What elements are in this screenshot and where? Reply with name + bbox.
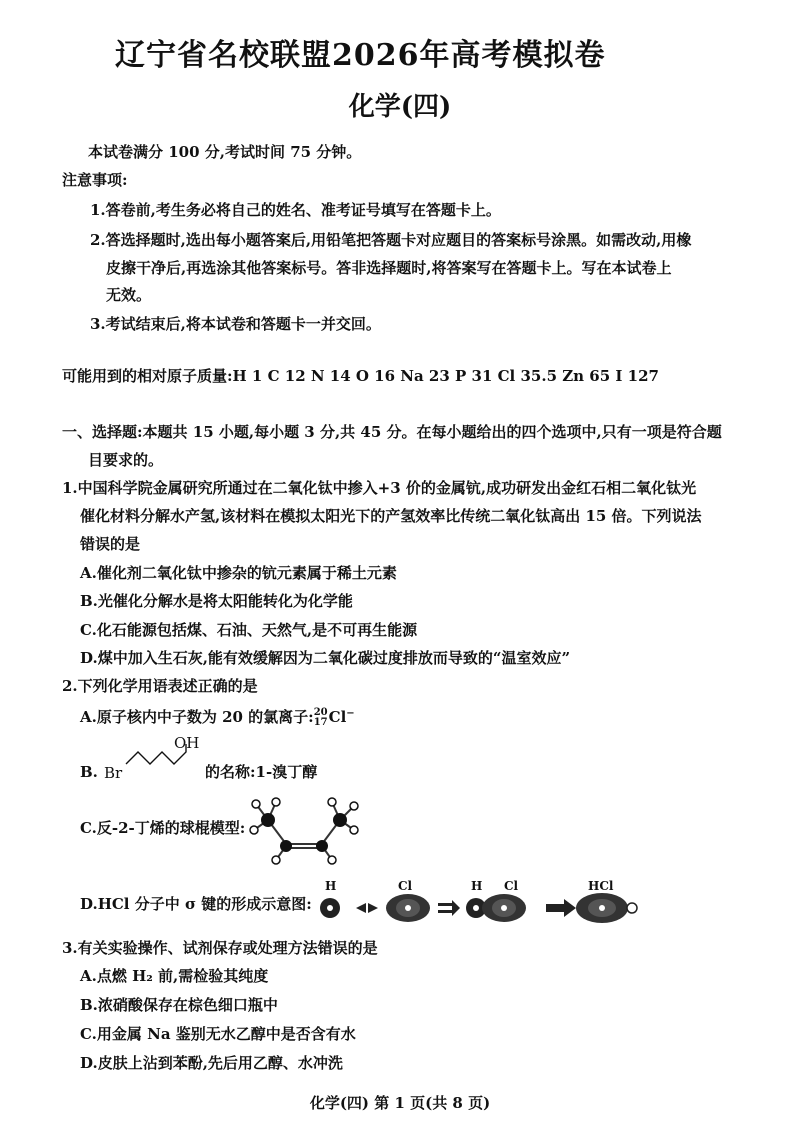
q1-option-d: D.煤中加入生石灰,能有效缓解因为二氧化碳过度排放而导致的“温室效应”: [80, 649, 571, 667]
atomic-number: 17: [313, 717, 328, 728]
q1-stem-3: 错误的是: [80, 535, 141, 553]
exam-subtitle: 化学(四): [348, 92, 452, 122]
intro-text: 本试卷满分 100 分,考试时间 75 分钟。: [88, 143, 362, 161]
notice-item-2: 2.答选择题时,选出每小题答案后,用铅笔把答题卡对应题目的答案标号涂黑。如需改动,用橡: [90, 231, 692, 249]
q3-option-d: D.皮肤上沾到苯酚,先后用乙醇、水冲洗: [80, 1054, 343, 1072]
label-hcl: HCl: [588, 879, 614, 893]
q2-option-d: D.HCl 分子中 σ 键的形成示意图:: [80, 895, 312, 913]
q2-option-a: [80, 704, 355, 728]
q1-option-c: C.化石能源包括煤、石油、天然气,是不可再生能源: [80, 621, 418, 639]
q3-option-a: A.点燃 H₂ 前,需检验其纯度: [80, 967, 269, 985]
label-h-1: H: [325, 879, 337, 893]
q3-stem: 3.有关实验操作、试剂保存或处理方法错误的是: [62, 939, 378, 957]
q2-option-a-text: A.原子核内中子数为 20 的氯离子:: [80, 708, 314, 726]
notice-heading: 注意事项:: [62, 171, 128, 189]
mass-number: 20: [313, 707, 328, 718]
q1-stem-2: 催化材料分解水产氢,该材料在模拟太阳光下的产氢效率比传统二氧化钛高出 15 倍。下列说法: [80, 507, 702, 525]
sigma-bond-formation-diagram: [310, 890, 640, 926]
nuclide-notation: [314, 708, 328, 728]
q1-option-a: A.催化剂二氧化钛中掺杂的钪元素属于稀土元素: [80, 564, 397, 582]
exam-title: 辽宁省名校联盟2026年高考模拟卷: [115, 38, 606, 73]
trans-2-butene-ball-stick-model: [246, 792, 362, 866]
label-cl-2: Cl: [504, 879, 519, 893]
bromine-label: Br: [104, 764, 123, 782]
label-h-2: H: [471, 879, 483, 893]
atomic-masses: 可能用到的相对原子质量:H 1 C 12 N 14 O 16 Na 23 P 31 Cl 35.5 Zn 65 I 127: [62, 367, 659, 385]
ion-charge: −: [346, 708, 355, 719]
section-heading-cont: 目要求的。: [88, 451, 164, 469]
chloride-symbol: Cl: [328, 708, 347, 726]
q1-option-b: B.光催化分解水是将太阳能转化为化学能: [80, 592, 353, 610]
q3-option-c: C.用金属 Na 鉴别无水乙醇中是否含有水: [80, 1025, 356, 1043]
q2-option-c: C.反-2-丁烯的球棍模型:: [80, 819, 246, 837]
section-heading: 一、选择题:本题共 15 小题,每小题 3 分,共 45 分。在每小题给出的四个选项中,只有一项是符合题: [62, 423, 722, 441]
q2-option-b-text: 的名称:1-溴丁醇: [205, 763, 318, 781]
notice-item-1: 1.答卷前,考生务必将自己的姓名、准考证号填写在答题卡上。: [90, 201, 501, 219]
notice-item-2-end: 无效。: [106, 286, 152, 304]
q2-option-b-label: B.: [80, 763, 98, 781]
page-footer: 化学(四) 第 1 页(共 8 页): [309, 1094, 491, 1112]
q3-option-b: B.浓硝酸保存在棕色细口瓶中: [80, 996, 278, 1014]
notice-item-2-cont: 皮擦干净后,再选涂其他答案标号。答非选择题时,将答案写在答题卡上。写在本试卷上: [106, 259, 672, 277]
label-cl-1: Cl: [398, 879, 413, 893]
notice-item-3: 3.考试结束后,将本试卷和答题卡一并交回。: [90, 315, 381, 333]
hydroxyl-label: OH: [174, 734, 200, 752]
q1-stem-1: 1.中国科学院金属研究所通过在二氧化钛中掺入+3 价的金属钪,成功研发出金红石相二氧化钛光: [62, 479, 697, 497]
q2-stem: 2.下列化学用语表述正确的是: [62, 677, 258, 695]
